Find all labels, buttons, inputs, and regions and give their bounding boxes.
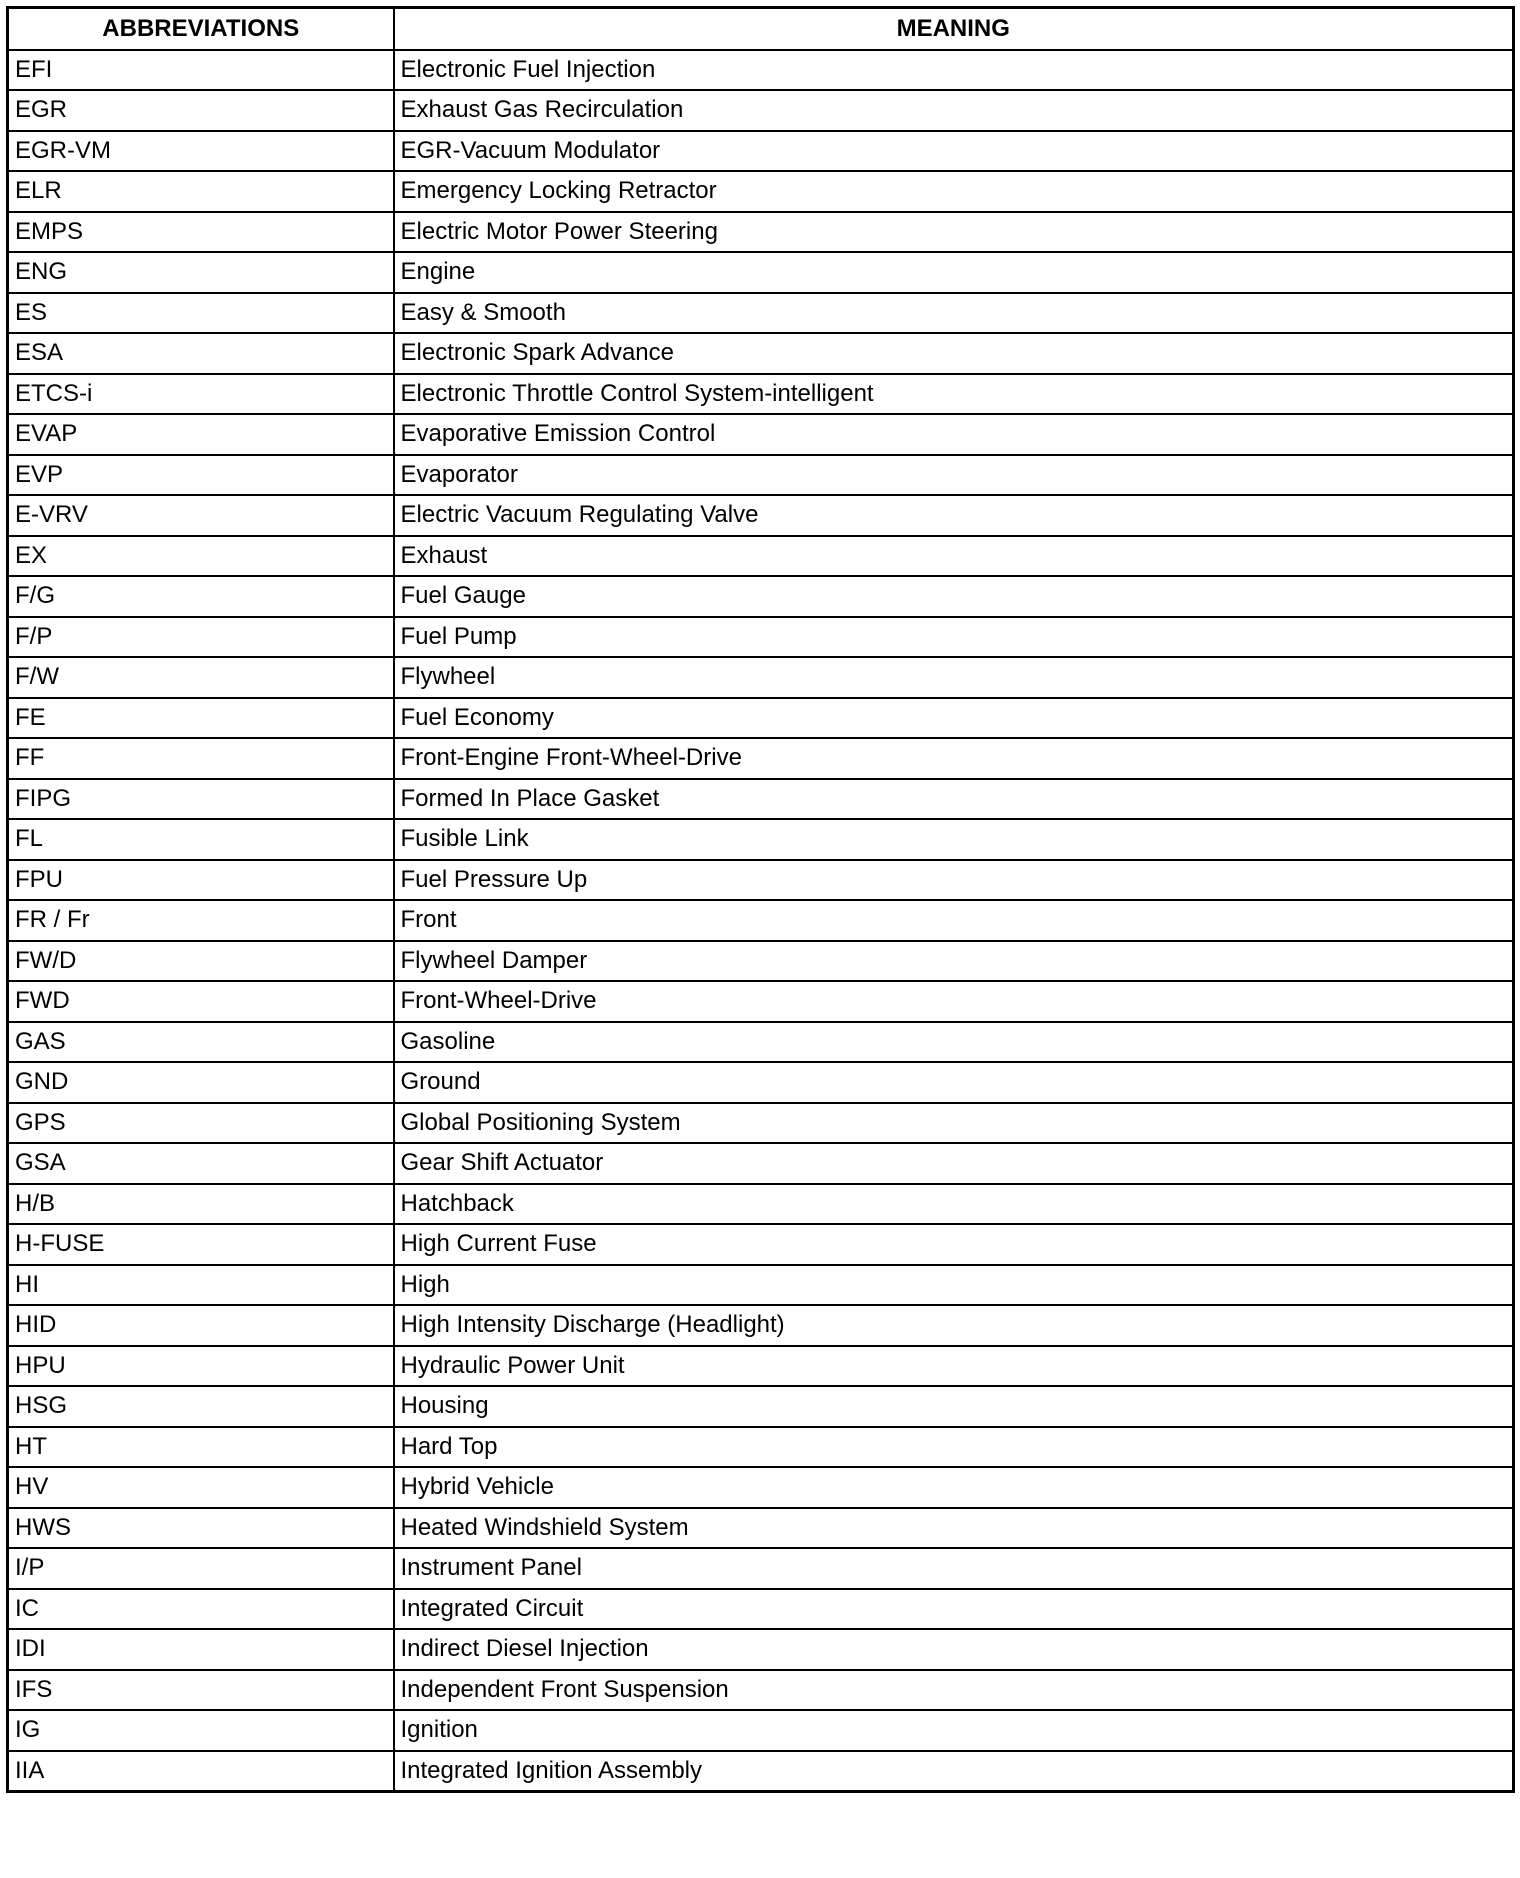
table-body — [8, 50, 1514, 1792]
meaning-cell: Gear Shift Actuator — [394, 1143, 1514, 1184]
meaning-cell: Evaporator — [394, 455, 1514, 496]
meaning-cell: Hard Top — [394, 1427, 1514, 1468]
abbreviation-cell: HT — [8, 1427, 394, 1468]
meaning-cell: High Intensity Discharge (Headlight) — [394, 1305, 1514, 1346]
abbreviation-cell: FL — [8, 819, 394, 860]
header-abbreviations: ABBREVIATIONS — [8, 8, 394, 50]
table-row — [8, 576, 1514, 617]
table-row — [8, 779, 1514, 820]
abbreviation-cell: F/P — [8, 617, 394, 658]
abbreviation-cell: FE — [8, 698, 394, 739]
abbreviation-cell: EFI — [8, 50, 394, 91]
meaning-cell: Integrated Ignition Assembly — [394, 1751, 1514, 1792]
table-row — [8, 860, 1514, 901]
abbreviation-cell: IIA — [8, 1751, 394, 1792]
table-row — [8, 1589, 1514, 1630]
table-row — [8, 212, 1514, 253]
abbreviation-cell: IG — [8, 1710, 394, 1751]
table-row — [8, 1346, 1514, 1387]
abbreviation-cell: ES — [8, 293, 394, 334]
abbreviation-cell: ETCS-i — [8, 374, 394, 415]
abbreviation-cell: H-FUSE — [8, 1224, 394, 1265]
abbreviation-cell: HWS — [8, 1508, 394, 1549]
table-row — [8, 455, 1514, 496]
meaning-cell: Indirect Diesel Injection — [394, 1629, 1514, 1670]
meaning-cell: Integrated Circuit — [394, 1589, 1514, 1630]
table-row — [8, 900, 1514, 941]
abbreviation-cell: HI — [8, 1265, 394, 1306]
meaning-cell: Front-Wheel-Drive — [394, 981, 1514, 1022]
table-row — [8, 50, 1514, 91]
abbreviation-cell: GSA — [8, 1143, 394, 1184]
abbreviation-cell: HV — [8, 1467, 394, 1508]
abbreviation-cell: F/G — [8, 576, 394, 617]
abbreviation-cell: HID — [8, 1305, 394, 1346]
abbreviation-cell: GAS — [8, 1022, 394, 1063]
meaning-cell: Gasoline — [394, 1022, 1514, 1063]
meaning-cell: Front-Engine Front-Wheel-Drive — [394, 738, 1514, 779]
table-row — [8, 738, 1514, 779]
abbreviation-cell: I/P — [8, 1548, 394, 1589]
table-row — [8, 617, 1514, 658]
meaning-cell: Flywheel — [394, 657, 1514, 698]
abbreviation-cell: IFS — [8, 1670, 394, 1711]
meaning-cell: Fusible Link — [394, 819, 1514, 860]
table-row — [8, 171, 1514, 212]
table-row — [8, 374, 1514, 415]
table-row — [8, 1710, 1514, 1751]
abbreviation-cell: F/W — [8, 657, 394, 698]
table-row — [8, 90, 1514, 131]
abbreviations-table — [6, 6, 1515, 1793]
table-row — [8, 1467, 1514, 1508]
meaning-cell: Global Positioning System — [394, 1103, 1514, 1144]
table-row — [8, 414, 1514, 455]
meaning-cell: Electric Vacuum Regulating Valve — [394, 495, 1514, 536]
meaning-cell: Fuel Economy — [394, 698, 1514, 739]
table-row — [8, 1103, 1514, 1144]
table-row — [8, 941, 1514, 982]
table-row — [8, 536, 1514, 577]
meaning-cell: Electronic Throttle Control System-intelligent — [394, 374, 1514, 415]
abbreviation-cell: ELR — [8, 171, 394, 212]
table-row — [8, 131, 1514, 172]
abbreviation-cell: HPU — [8, 1346, 394, 1387]
meaning-cell: Easy & Smooth — [394, 293, 1514, 334]
meaning-cell: Independent Front Suspension — [394, 1670, 1514, 1711]
abbreviation-cell: FW/D — [8, 941, 394, 982]
abbreviation-cell: EGR — [8, 90, 394, 131]
table-row — [8, 1629, 1514, 1670]
abbreviation-cell: IC — [8, 1589, 394, 1630]
table-row — [8, 1386, 1514, 1427]
abbreviation-cell: FIPG — [8, 779, 394, 820]
abbreviation-cell: GND — [8, 1062, 394, 1103]
abbreviation-cell: EVP — [8, 455, 394, 496]
table-row — [8, 1265, 1514, 1306]
meaning-cell: Electric Motor Power Steering — [394, 212, 1514, 253]
meaning-cell: Instrument Panel — [394, 1548, 1514, 1589]
meaning-cell: Hatchback — [394, 1184, 1514, 1225]
abbreviation-cell: FPU — [8, 860, 394, 901]
meaning-cell: EGR-Vacuum Modulator — [394, 131, 1514, 172]
table-row — [8, 1670, 1514, 1711]
table-row — [8, 495, 1514, 536]
table-header-row — [8, 8, 1514, 50]
meaning-cell: Evaporative Emission Control — [394, 414, 1514, 455]
table-row — [8, 1143, 1514, 1184]
meaning-cell: Exhaust — [394, 536, 1514, 577]
table-row — [8, 1508, 1514, 1549]
meaning-cell: Emergency Locking Retractor — [394, 171, 1514, 212]
table-row — [8, 1062, 1514, 1103]
table-row — [8, 698, 1514, 739]
abbreviation-cell: ENG — [8, 252, 394, 293]
header-meaning: MEANING — [394, 8, 1514, 50]
table-row — [8, 1022, 1514, 1063]
abbreviation-cell: FF — [8, 738, 394, 779]
meaning-cell: High Current Fuse — [394, 1224, 1514, 1265]
meaning-cell: Front — [394, 900, 1514, 941]
table-row — [8, 1751, 1514, 1792]
abbreviation-cell: FWD — [8, 981, 394, 1022]
meaning-cell: Exhaust Gas Recirculation — [394, 90, 1514, 131]
abbreviation-cell: ESA — [8, 333, 394, 374]
table-row — [8, 1427, 1514, 1468]
table-row — [8, 657, 1514, 698]
meaning-cell: Engine — [394, 252, 1514, 293]
abbreviation-cell: E-VRV — [8, 495, 394, 536]
table-row — [8, 819, 1514, 860]
table-row — [8, 252, 1514, 293]
meaning-cell: Ground — [394, 1062, 1514, 1103]
abbreviation-cell: FR / Fr — [8, 900, 394, 941]
meaning-cell: Flywheel Damper — [394, 941, 1514, 982]
meaning-cell: Heated Windshield System — [394, 1508, 1514, 1549]
table-row — [8, 1184, 1514, 1225]
meaning-cell: Electronic Fuel Injection — [394, 50, 1514, 91]
meaning-cell: Electronic Spark Advance — [394, 333, 1514, 374]
table-row — [8, 1548, 1514, 1589]
meaning-cell: High — [394, 1265, 1514, 1306]
table-row — [8, 293, 1514, 334]
meaning-cell: Fuel Pump — [394, 617, 1514, 658]
abbreviation-cell: EVAP — [8, 414, 394, 455]
table-row — [8, 981, 1514, 1022]
abbreviation-cell: EGR-VM — [8, 131, 394, 172]
abbreviation-cell: EX — [8, 536, 394, 577]
meaning-cell: Fuel Pressure Up — [394, 860, 1514, 901]
abbreviation-cell: HSG — [8, 1386, 394, 1427]
table-row — [8, 333, 1514, 374]
abbreviation-cell: GPS — [8, 1103, 394, 1144]
meaning-cell: Fuel Gauge — [394, 576, 1514, 617]
abbreviation-cell: EMPS — [8, 212, 394, 253]
abbreviation-cell: H/B — [8, 1184, 394, 1225]
meaning-cell: Hybrid Vehicle — [394, 1467, 1514, 1508]
meaning-cell: Ignition — [394, 1710, 1514, 1751]
meaning-cell: Hydraulic Power Unit — [394, 1346, 1514, 1387]
meaning-cell: Formed In Place Gasket — [394, 779, 1514, 820]
meaning-cell: Housing — [394, 1386, 1514, 1427]
abbreviation-cell: IDI — [8, 1629, 394, 1670]
table-row — [8, 1305, 1514, 1346]
table-row — [8, 1224, 1514, 1265]
